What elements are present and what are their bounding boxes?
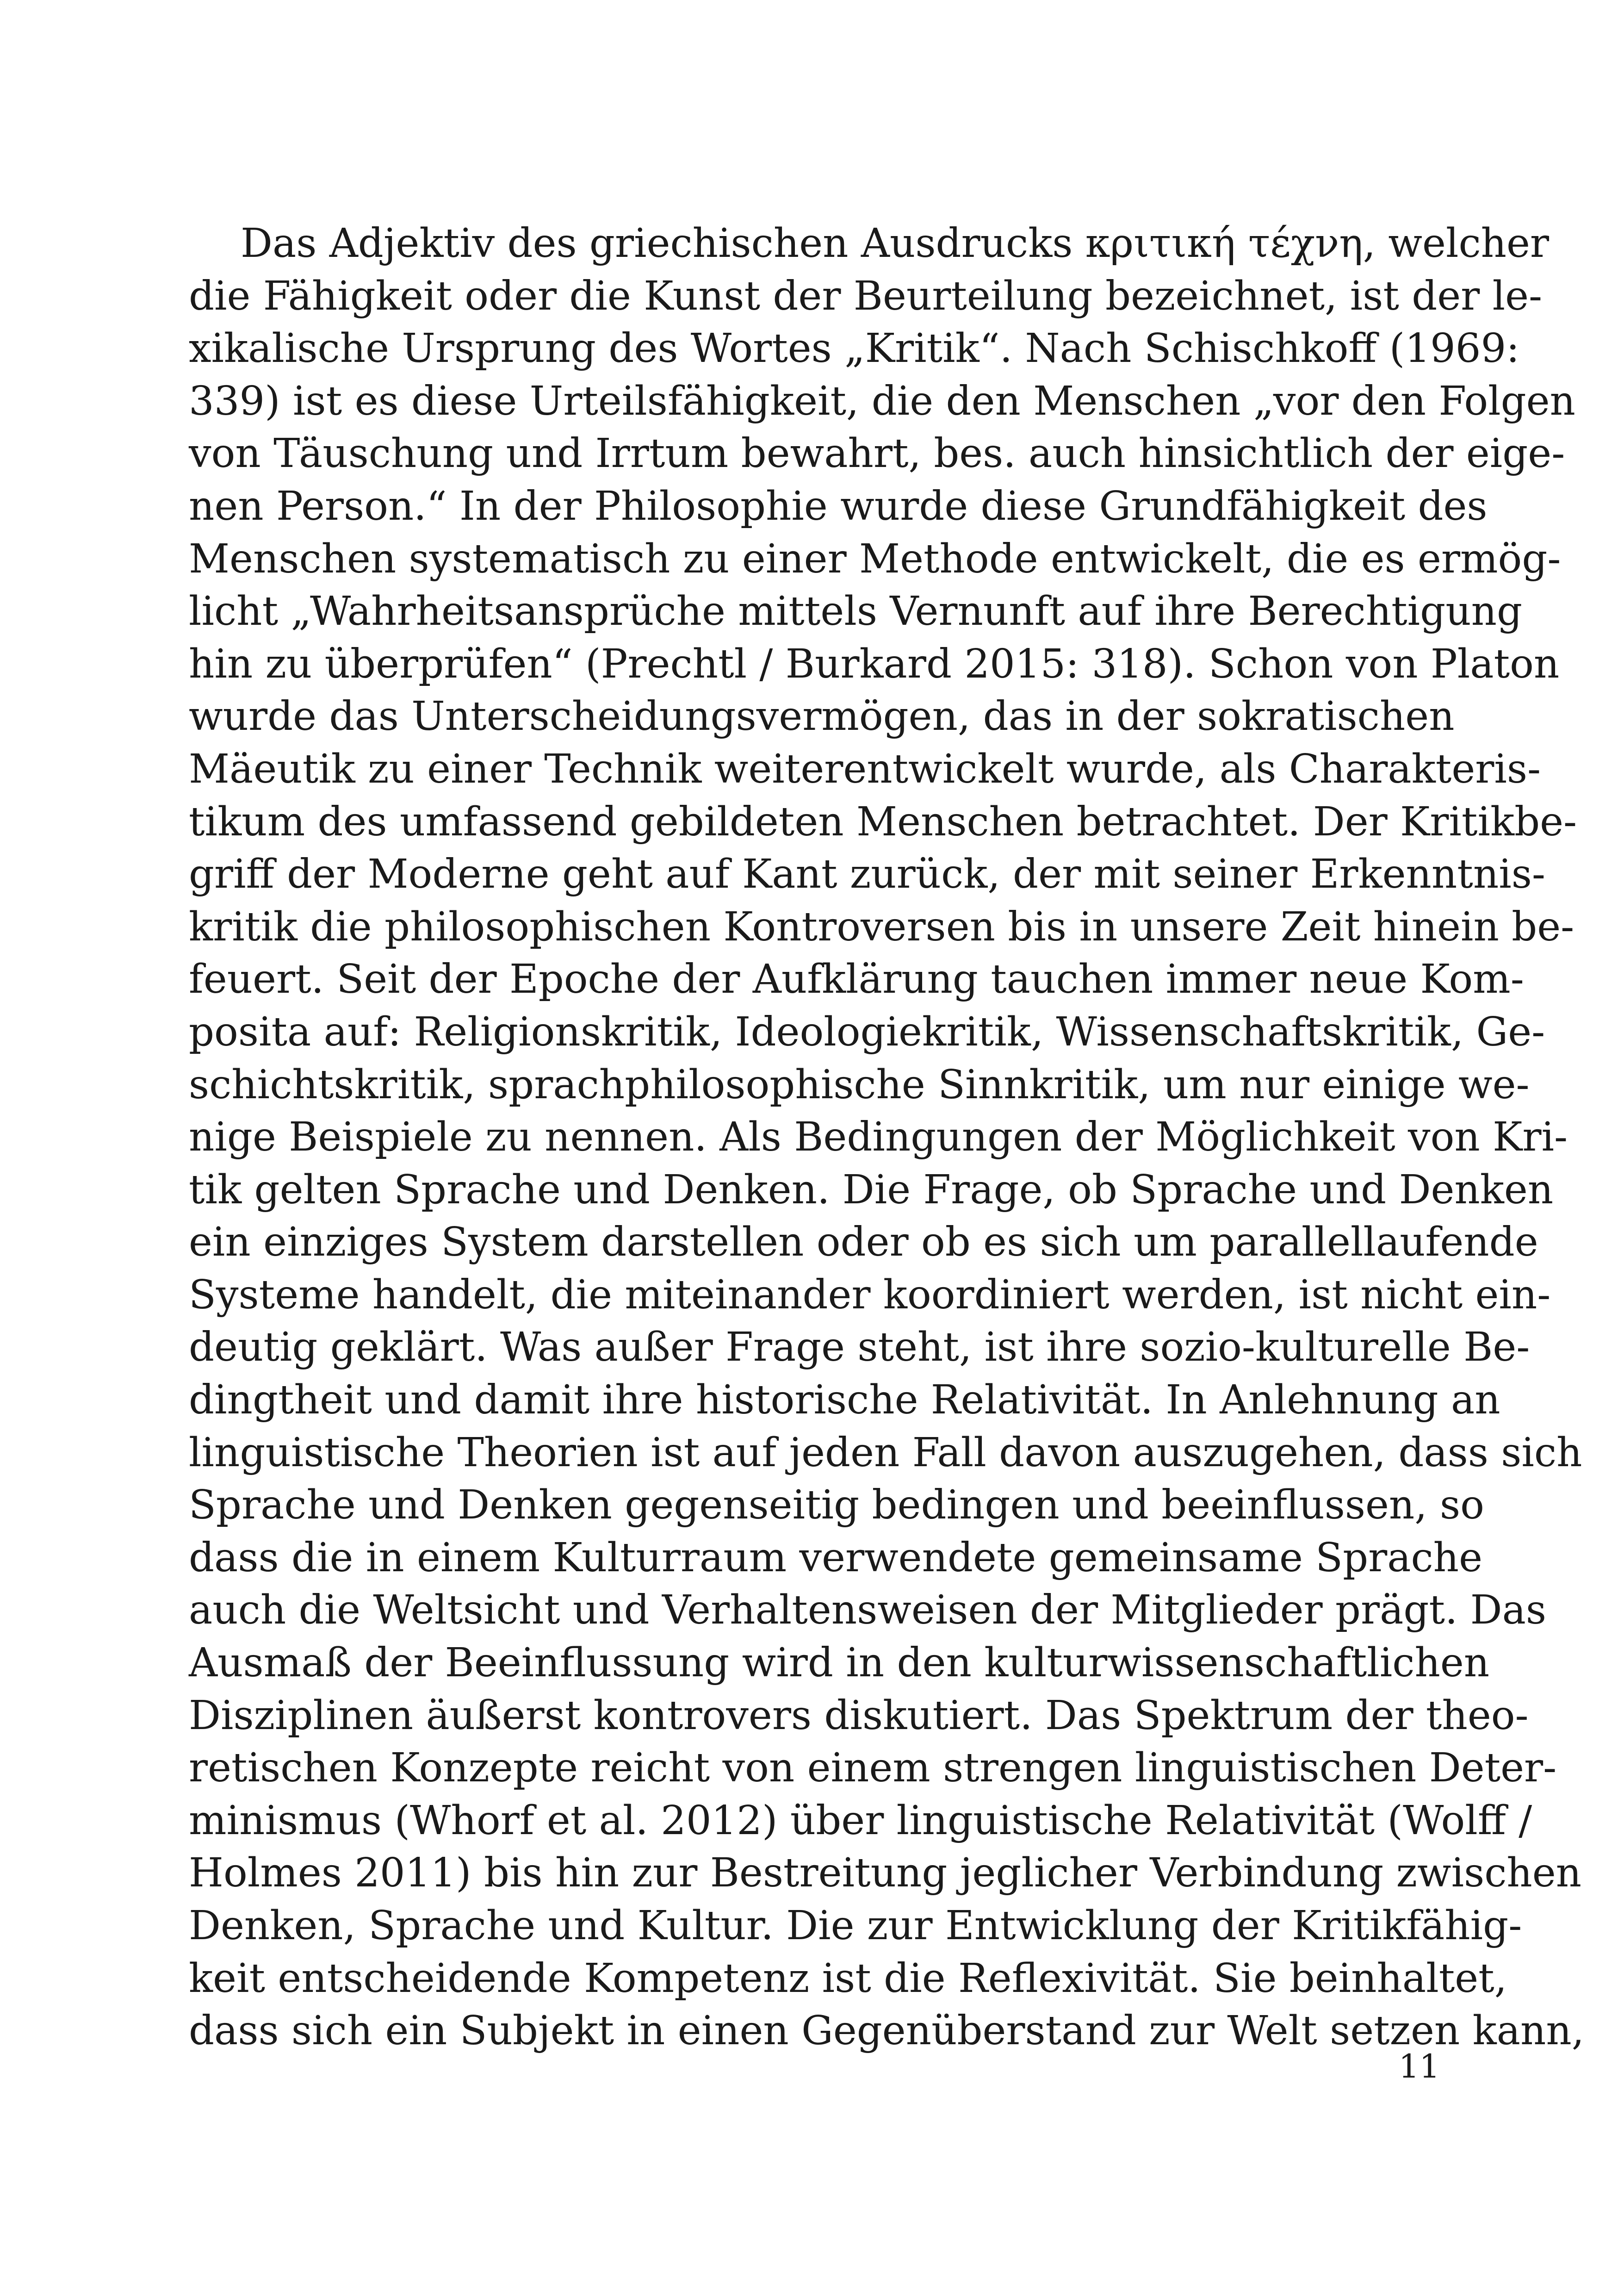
text-line: feuert. Seit der Epoche der Aufklärung tauchen immer neue Kom- — [189, 956, 1524, 1003]
text-line: dass sich ein Subjekt in einen Gegenüberstand zur Welt setzen kann, — [189, 2008, 1585, 2054]
text-line: dass die in einem Kulturraum verwendete gemeinsame Sprache — [189, 1534, 1482, 1581]
text-line: Holmes 2011) bis hin zur Bestreitung jeglicher Verbindung zwischen — [189, 1850, 1582, 1897]
text-line: ein einziges System darstellen oder ob es sich um parallellaufende — [189, 1219, 1538, 1266]
text-line: retischen Konzepte reicht von einem strengen linguistischen Deter- — [189, 1745, 1557, 1792]
text-line: Sprache und Denken gegenseitig bedingen und beeinflussen, so — [189, 1482, 1484, 1529]
text-line: hin zu überprüfen“ (Prechtl / Burkard 2015: 318). Schon von Platon — [189, 641, 1560, 687]
text-line: licht „Wahrheitsansprüche mittels Vernunft auf ihre Berechtigung — [189, 588, 1523, 635]
text-line: tikum des umfassend gebildeten Menschen betrachtet. Der Kritikbe- — [189, 798, 1577, 845]
text-line: schichtskritik, sprachphilosophische Sinnkritik, um nur einige we- — [189, 1061, 1530, 1108]
text-line: posita auf: Religionskritik, Ideologiekritik, Wissenschaftskritik, Ge- — [189, 1008, 1545, 1055]
text-line: 339) ist es diese Urteilsfähigkeit, die den Menschen „vor den Folgen — [189, 378, 1575, 424]
body-paragraph — [189, 218, 1585, 2058]
text-line: die Fähigkeit oder die Kunst der Beurteilung bezeichnet, ist der le- — [189, 273, 1543, 319]
text-line: auch die Weltsicht und Verhaltensweisen der Mitglieder prägt. Das — [189, 1587, 1546, 1634]
text-line: Menschen systematisch zu einer Methode entwickelt, die es ermög- — [189, 535, 1561, 582]
text-line: Mäeutik zu einer Technik weiterentwickelt wurde, als Charakteris- — [189, 746, 1541, 792]
text-line: nen Person.“ In der Philosophie wurde diese Grundfähigkeit des — [189, 483, 1488, 529]
text-line: kritik die philosophischen Kontroversen bis in unsere Zeit hinein be- — [189, 903, 1575, 950]
text-line: Disziplinen äußerst kontrovers diskutiert. Das Spektrum der theo- — [189, 1692, 1529, 1739]
text-line: von Täuschung und Irrtum bewahrt, bes. auch hinsichtlich der eige- — [189, 430, 1565, 477]
text-line: griff der Moderne geht auf Kant zurück, der mit seiner Erkenntnis- — [189, 851, 1545, 898]
text-line: keit entscheidende Kompetenz ist die Reflexivität. Sie beinhaltet, — [189, 1955, 1507, 2002]
text-line: Systeme handelt, die miteinander koordiniert werden, ist nicht ein- — [189, 1271, 1551, 1318]
text-line: dingtheit und damit ihre historische Relativität. In Anlehnung an — [189, 1377, 1500, 1424]
text-line: Denken, Sprache und Kultur. Die zur Entwicklung der Kritikfähig- — [189, 1903, 1522, 1949]
text-line: Ausmaß der Beeinflussung wird in den kulturwissenschaftlichen — [189, 1640, 1490, 1686]
text-line: linguistische Theorien ist auf jeden Fall davon auszugehen, dass sich — [189, 1429, 1582, 1476]
text-line: minismus (Whorf et al. 2012) über linguistische Relativität (Wolff / — [189, 1797, 1532, 1844]
text-line: deutig geklärt. Was außer Frage steht, ist ihre sozio-kulturelle Be- — [189, 1324, 1530, 1371]
text-line: nige Beispiele zu nennen. Als Bedingungen der Möglichkeit von Kri- — [189, 1114, 1568, 1161]
text-line: tik gelten Sprache und Denken. Die Frage, ob Sprache und Denken — [189, 1166, 1554, 1213]
text-line: xikalische Ursprung des Wortes „Kritik“. Nach Schischkoff (1969: — [189, 325, 1520, 372]
text-line: Das Adjektiv des griechischen Ausdrucks κριτική τέχνη, welcher — [241, 220, 1550, 267]
text-line: wurde das Unterscheidungsvermögen, das in der sokratischen — [189, 693, 1455, 740]
page-number: 11 — [1398, 2047, 1440, 2085]
